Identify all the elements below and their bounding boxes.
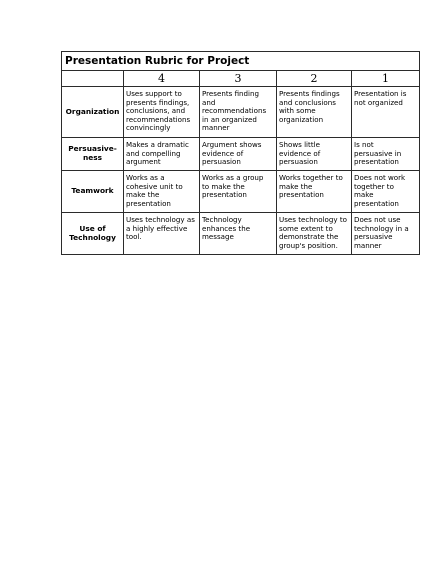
criterion-label: Use of [79,223,106,233]
table-row-organization [62,87,420,138]
cell-persuasiveness-1 [352,138,420,171]
cell-text: argument [126,157,161,167]
cell-teamwork-3 [200,171,277,213]
cell-organization-1 [352,87,420,138]
score-header-4: 4 [124,71,200,87]
score-header-3: 3 [200,71,277,87]
cell-text: recommendations [202,106,267,116]
corner-cell [62,71,124,87]
cell-text: a highly effective [126,223,188,233]
cell-text: with some [279,106,316,116]
cell-teamwork-1 [352,171,420,213]
score-header-1: 1 [352,71,420,87]
criterion-label: Organization [65,106,120,116]
cell-text: Works together to [279,173,343,182]
criterion-organization [62,87,124,138]
cell-organization-3 [200,87,277,138]
rubric-table [61,51,420,255]
criterion-persuasiveness [62,138,124,171]
cell-text: organization [279,114,324,124]
cell-text: Works as a group [202,173,264,182]
cell-text: Works as a [126,173,165,182]
cell-text: Is not [354,140,374,149]
cell-technology-3 [200,213,277,255]
criterion-label: Teamwork [71,186,114,196]
cell-text: Does not work [354,173,406,182]
cell-text: make the [279,181,313,191]
cell-text: group's position. [279,240,338,250]
cell-text: persuasive [354,232,393,242]
cell-text: Uses technology as [126,215,195,224]
cell-text: and compelling [126,148,181,158]
cell-text: Makes a dramatic [126,140,189,149]
cell-text: evidence of [279,148,321,158]
table-row-technology [62,213,420,255]
criterion-teamwork [62,171,124,213]
cell-text: presentation [202,190,247,200]
cell-persuasiveness-3 [200,138,277,171]
criterion-label: Persuasive- [68,144,117,154]
cell-teamwork-4 [124,171,200,213]
cell-text: Uses technology to [279,215,347,224]
cell-text: in an organized [202,114,257,124]
cell-text: demonstrate the [279,232,339,242]
cell-technology-2 [277,213,352,255]
cell-text: make [354,190,374,200]
cell-text: message [202,232,234,242]
cell-text: presentation [354,198,399,208]
cell-text: technology in a [354,223,409,233]
score-header-2: 2 [277,71,352,87]
cell-text: manner [202,123,230,133]
rubric-title: Presentation Rubric for Project [62,52,420,71]
cell-organization-2 [277,87,352,138]
cell-text: and [202,97,216,107]
cell-text: make the [126,190,160,200]
cell-text: together to [354,181,394,191]
cell-technology-4 [124,213,200,255]
cell-teamwork-2 [277,171,352,213]
cell-text: some extent to [279,223,333,233]
cell-text: enhances the [202,223,251,233]
cell-text: evidence of [202,148,244,158]
cell-organization-4 [124,87,200,138]
cell-text: cohesive unit to [126,181,183,191]
cell-text: conclusions, and [126,106,186,116]
cell-persuasiveness-4 [124,138,200,171]
criterion-use-of-technology [62,213,124,255]
cell-text: Presents findings [279,89,340,98]
cell-text: Shows little [279,140,320,149]
cell-text: presentation [279,190,324,200]
cell-text: not organized [354,97,403,107]
cell-text: Presents finding [202,89,260,98]
cell-text: Technology [202,215,242,224]
cell-text: presentation [354,157,399,167]
cell-text: presentation [126,198,171,208]
cell-text: persuasion [202,157,241,167]
cell-persuasiveness-2 [277,138,352,171]
criterion-label: ness [82,153,103,162]
cell-text: presents findings, [126,97,190,107]
cell-text: to make the [202,181,245,191]
table-row-teamwork [62,171,420,213]
cell-text: and conclusions [279,97,336,107]
cell-text: Uses support to [126,89,182,98]
cell-text: persuasion [279,157,318,167]
criterion-label: Technology [69,232,116,242]
cell-text: tool. [126,232,142,242]
cell-text: persuasive in [354,148,402,158]
cell-text: recommendations [126,114,191,124]
table-row-persuasiveness [62,138,420,171]
cell-technology-1 [352,213,420,255]
cell-text: Argument shows [202,140,262,149]
cell-text: convincingly [126,123,171,133]
cell-text: manner [354,240,382,250]
cell-text: Presentation is [354,89,407,98]
cell-text: Does not use [354,215,401,224]
